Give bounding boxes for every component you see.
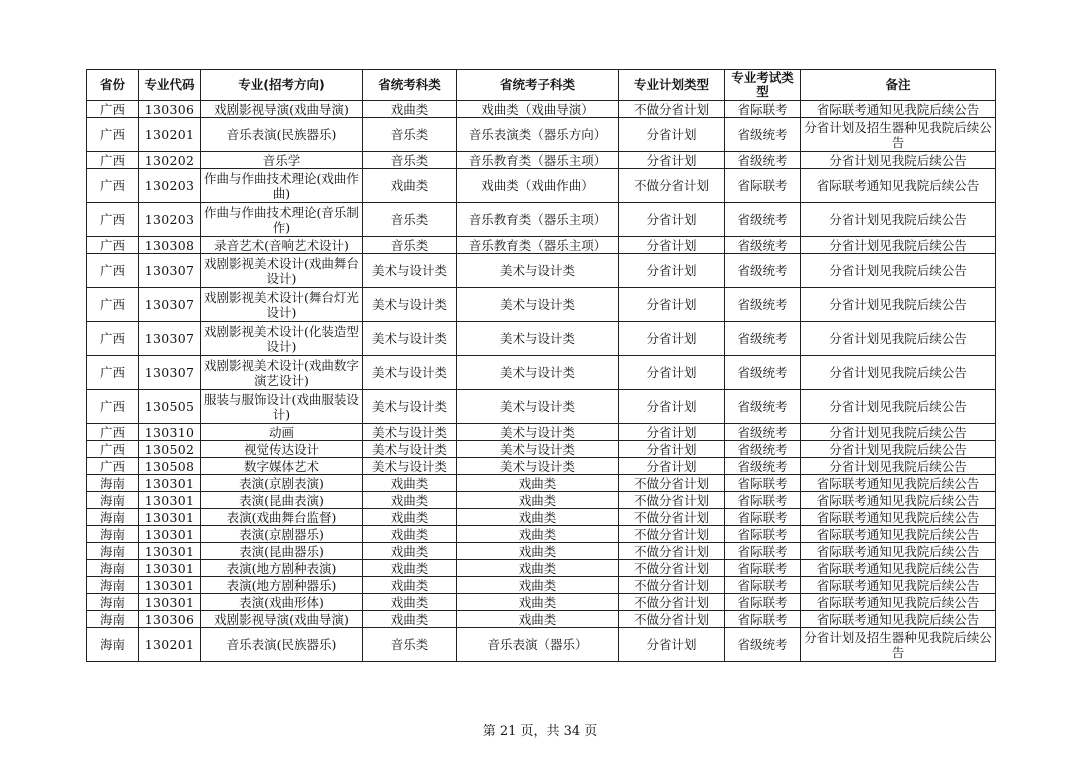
cell-remarks: 分省计划见我院后续公告 — [801, 458, 996, 475]
cell-plan-type: 不做分省计划 — [619, 492, 725, 509]
table-row — [87, 322, 996, 356]
cell-plan-type: 不做分省计划 — [619, 509, 725, 526]
cell-major: 表演(地方剧种器乐) — [201, 577, 363, 594]
cell-major-code: 130307 — [139, 356, 201, 390]
cell-major-code: 130203 — [139, 203, 201, 237]
cell-exam-type: 省级统考 — [725, 118, 801, 152]
cell-exam-type: 省际联考 — [725, 492, 801, 509]
cell-province: 广西 — [87, 118, 139, 152]
cell-province: 广西 — [87, 237, 139, 254]
cell-major: 表演(戏曲形体) — [201, 594, 363, 611]
cell-exam-type: 省级统考 — [725, 254, 801, 288]
cell-exam-subcategory: 音乐表演（器乐） — [457, 628, 619, 662]
cell-plan-type: 不做分省计划 — [619, 101, 725, 118]
cell-exam-subcategory: 戏曲类 — [457, 594, 619, 611]
cell-remarks: 省际联考通知见我院后续公告 — [801, 611, 996, 628]
cell-major-code: 130307 — [139, 288, 201, 322]
cell-exam-category: 戏曲类 — [363, 492, 457, 509]
cell-exam-category: 音乐类 — [363, 203, 457, 237]
cell-remarks: 分省计划见我院后续公告 — [801, 237, 996, 254]
cell-major-code: 130301 — [139, 526, 201, 543]
cell-major-code: 130307 — [139, 322, 201, 356]
cell-exam-subcategory: 美术与设计类 — [457, 356, 619, 390]
cell-plan-type: 分省计划 — [619, 237, 725, 254]
table-row — [87, 492, 996, 509]
cell-province: 广西 — [87, 441, 139, 458]
cell-exam-category: 戏曲类 — [363, 577, 457, 594]
header-major-code: 专业代码 — [139, 70, 201, 101]
cell-major: 表演(京剧器乐) — [201, 526, 363, 543]
cell-major: 音乐表演(民族器乐) — [201, 628, 363, 662]
cell-province: 海南 — [87, 492, 139, 509]
cell-major-code: 130301 — [139, 509, 201, 526]
cell-remarks: 分省计划见我院后续公告 — [801, 254, 996, 288]
cell-province: 广西 — [87, 458, 139, 475]
cell-major-code: 130301 — [139, 475, 201, 492]
cell-plan-type: 不做分省计划 — [619, 543, 725, 560]
cell-province: 海南 — [87, 560, 139, 577]
cell-exam-type: 省际联考 — [725, 611, 801, 628]
cell-remarks: 省际联考通知见我院后续公告 — [801, 475, 996, 492]
cell-province: 海南 — [87, 611, 139, 628]
cell-exam-subcategory: 戏曲类 — [457, 577, 619, 594]
table-row — [87, 152, 996, 169]
cell-exam-category: 戏曲类 — [363, 169, 457, 203]
cell-major-code: 130301 — [139, 594, 201, 611]
cell-major-code: 130508 — [139, 458, 201, 475]
cell-province: 广西 — [87, 288, 139, 322]
cell-exam-type: 省级统考 — [725, 237, 801, 254]
table-row — [87, 118, 996, 152]
cell-major: 戏剧影视美术设计(舞台灯光设计) — [201, 288, 363, 322]
header-exam-type: 专业考试类型 — [725, 70, 801, 101]
cell-exam-category: 美术与设计类 — [363, 441, 457, 458]
cell-plan-type: 不做分省计划 — [619, 560, 725, 577]
cell-exam-type: 省级统考 — [725, 424, 801, 441]
cell-exam-type: 省级统考 — [725, 441, 801, 458]
cell-exam-type: 省级统考 — [725, 152, 801, 169]
cell-major-code: 130308 — [139, 237, 201, 254]
admissions-table — [86, 69, 996, 662]
table-row — [87, 203, 996, 237]
cell-major: 表演(昆曲器乐) — [201, 543, 363, 560]
page-footer: 第 21 页，共 34 页 — [482, 724, 598, 739]
cell-exam-type: 省级统考 — [725, 628, 801, 662]
cell-province: 广西 — [87, 152, 139, 169]
cell-major: 表演(昆曲表演) — [201, 492, 363, 509]
cell-province: 海南 — [87, 628, 139, 662]
cell-exam-subcategory: 美术与设计类 — [457, 441, 619, 458]
table-row — [87, 560, 996, 577]
cell-exam-category: 音乐类 — [363, 237, 457, 254]
cell-major-code: 130505 — [139, 390, 201, 424]
cell-major-code: 130301 — [139, 577, 201, 594]
cell-plan-type: 不做分省计划 — [619, 475, 725, 492]
cell-major: 戏剧影视美术设计(戏曲数字演艺设计) — [201, 356, 363, 390]
cell-exam-subcategory: 戏曲类（戏曲作曲） — [457, 169, 619, 203]
cell-exam-category: 音乐类 — [363, 118, 457, 152]
cell-province: 广西 — [87, 390, 139, 424]
cell-plan-type: 分省计划 — [619, 458, 725, 475]
cell-major: 动画 — [201, 424, 363, 441]
table-row — [87, 509, 996, 526]
cell-plan-type: 不做分省计划 — [619, 594, 725, 611]
cell-exam-subcategory: 戏曲类 — [457, 543, 619, 560]
cell-major: 戏剧影视美术设计(化装造型设计) — [201, 322, 363, 356]
cell-exam-category: 戏曲类 — [363, 543, 457, 560]
cell-major-code: 130202 — [139, 152, 201, 169]
cell-major-code: 130203 — [139, 169, 201, 203]
cell-plan-type: 不做分省计划 — [619, 169, 725, 203]
cell-major: 数字媒体艺术 — [201, 458, 363, 475]
table-row — [87, 390, 996, 424]
cell-plan-type: 不做分省计划 — [619, 611, 725, 628]
cell-exam-type: 省际联考 — [725, 543, 801, 560]
cell-major-code: 130307 — [139, 254, 201, 288]
cell-plan-type: 分省计划 — [619, 288, 725, 322]
cell-major-code: 130502 — [139, 441, 201, 458]
cell-exam-subcategory: 戏曲类（戏曲导演） — [457, 101, 619, 118]
cell-plan-type: 分省计划 — [619, 356, 725, 390]
table-row — [87, 441, 996, 458]
cell-major: 戏剧影视导演(戏曲导演) — [201, 611, 363, 628]
cell-major: 表演(戏曲舞台监督) — [201, 509, 363, 526]
cell-plan-type: 分省计划 — [619, 424, 725, 441]
cell-province: 海南 — [87, 526, 139, 543]
table-row — [87, 356, 996, 390]
table-row — [87, 628, 996, 662]
table-row — [87, 101, 996, 118]
header-remarks: 备注 — [801, 70, 996, 101]
cell-exam-subcategory: 音乐教育类（器乐主项） — [457, 203, 619, 237]
cell-exam-category: 戏曲类 — [363, 560, 457, 577]
cell-exam-category: 美术与设计类 — [363, 458, 457, 475]
cell-remarks: 分省计划见我院后续公告 — [801, 441, 996, 458]
cell-exam-category: 戏曲类 — [363, 611, 457, 628]
cell-exam-category: 戏曲类 — [363, 594, 457, 611]
cell-province: 广西 — [87, 169, 139, 203]
header-exam-subcategory: 省统考子科类 — [457, 70, 619, 101]
cell-remarks: 省际联考通知见我院后续公告 — [801, 169, 996, 203]
cell-exam-category: 美术与设计类 — [363, 424, 457, 441]
cell-major-code: 130306 — [139, 101, 201, 118]
header-province: 省份 — [87, 70, 139, 101]
cell-exam-category: 美术与设计类 — [363, 254, 457, 288]
cell-exam-category: 戏曲类 — [363, 509, 457, 526]
cell-major-code: 130301 — [139, 492, 201, 509]
cell-remarks: 省际联考通知见我院后续公告 — [801, 543, 996, 560]
cell-major: 作曲与作曲技术理论(戏曲作曲) — [201, 169, 363, 203]
cell-exam-subcategory: 戏曲类 — [457, 560, 619, 577]
cell-exam-category: 音乐类 — [363, 152, 457, 169]
table-row — [87, 611, 996, 628]
cell-province: 广西 — [87, 101, 139, 118]
cell-exam-category: 美术与设计类 — [363, 322, 457, 356]
table-row — [87, 526, 996, 543]
table-header-row — [87, 70, 996, 101]
table-row — [87, 288, 996, 322]
cell-remarks: 分省计划见我院后续公告 — [801, 322, 996, 356]
cell-province: 海南 — [87, 577, 139, 594]
cell-exam-subcategory: 美术与设计类 — [457, 424, 619, 441]
cell-major-code: 130201 — [139, 118, 201, 152]
cell-exam-type: 省际联考 — [725, 526, 801, 543]
cell-exam-type: 省级统考 — [725, 203, 801, 237]
cell-remarks: 分省计划及招生器种见我院后续公告 — [801, 118, 996, 152]
cell-plan-type: 分省计划 — [619, 118, 725, 152]
cell-plan-type: 分省计划 — [619, 390, 725, 424]
header-major: 专业(招考方向) — [201, 70, 363, 101]
cell-exam-subcategory: 戏曲类 — [457, 509, 619, 526]
cell-plan-type: 分省计划 — [619, 441, 725, 458]
cell-exam-subcategory: 音乐教育类（器乐主项） — [457, 152, 619, 169]
cell-exam-category: 戏曲类 — [363, 101, 457, 118]
cell-exam-subcategory: 美术与设计类 — [457, 322, 619, 356]
cell-exam-category: 美术与设计类 — [363, 288, 457, 322]
cell-major: 戏剧影视导演(戏曲导演) — [201, 101, 363, 118]
cell-major-code: 130301 — [139, 560, 201, 577]
cell-exam-type: 省级统考 — [725, 322, 801, 356]
cell-major: 服装与服饰设计(戏曲服装设计) — [201, 390, 363, 424]
cell-province: 海南 — [87, 594, 139, 611]
cell-exam-type: 省际联考 — [725, 560, 801, 577]
cell-plan-type: 不做分省计划 — [619, 526, 725, 543]
cell-exam-category: 戏曲类 — [363, 526, 457, 543]
cell-province: 广西 — [87, 203, 139, 237]
cell-exam-subcategory: 音乐教育类（器乐主项） — [457, 237, 619, 254]
cell-remarks: 分省计划见我院后续公告 — [801, 356, 996, 390]
header-exam-category: 省统考科类 — [363, 70, 457, 101]
cell-major: 音乐表演(民族器乐) — [201, 118, 363, 152]
cell-exam-subcategory: 戏曲类 — [457, 492, 619, 509]
cell-exam-type: 省级统考 — [725, 356, 801, 390]
cell-exam-type: 省际联考 — [725, 594, 801, 611]
table-row — [87, 424, 996, 441]
cell-exam-type: 省际联考 — [725, 509, 801, 526]
cell-plan-type: 分省计划 — [619, 322, 725, 356]
cell-remarks: 省际联考通知见我院后续公告 — [801, 509, 996, 526]
cell-exam-subcategory: 美术与设计类 — [457, 458, 619, 475]
table-row — [87, 543, 996, 560]
cell-province: 广西 — [87, 424, 139, 441]
cell-major: 表演(地方剧种表演) — [201, 560, 363, 577]
cell-remarks: 分省计划见我院后续公告 — [801, 288, 996, 322]
cell-remarks: 分省计划及招生器种见我院后续公告 — [801, 628, 996, 662]
cell-exam-subcategory: 戏曲类 — [457, 475, 619, 492]
cell-province: 广西 — [87, 254, 139, 288]
cell-major: 录音艺术(音响艺术设计) — [201, 237, 363, 254]
cell-major: 视觉传达设计 — [201, 441, 363, 458]
cell-exam-type: 省际联考 — [725, 577, 801, 594]
cell-major-code: 130306 — [139, 611, 201, 628]
table-row — [87, 594, 996, 611]
cell-major: 戏剧影视美术设计(戏曲舞台设计) — [201, 254, 363, 288]
cell-major: 音乐学 — [201, 152, 363, 169]
cell-province: 广西 — [87, 322, 139, 356]
table-row — [87, 237, 996, 254]
cell-remarks: 分省计划见我院后续公告 — [801, 203, 996, 237]
cell-exam-subcategory: 音乐表演类（器乐方向） — [457, 118, 619, 152]
cell-remarks: 省际联考通知见我院后续公告 — [801, 594, 996, 611]
cell-remarks: 分省计划见我院后续公告 — [801, 152, 996, 169]
cell-exam-type: 省级统考 — [725, 390, 801, 424]
cell-plan-type: 分省计划 — [619, 628, 725, 662]
cell-exam-type: 省级统考 — [725, 458, 801, 475]
cell-remarks: 省际联考通知见我院后续公告 — [801, 560, 996, 577]
cell-major: 作曲与作曲技术理论(音乐制作) — [201, 203, 363, 237]
cell-province: 广西 — [87, 356, 139, 390]
table-row — [87, 475, 996, 492]
cell-major: 表演(京剧表演) — [201, 475, 363, 492]
cell-major-code: 130301 — [139, 543, 201, 560]
header-plan-type: 专业计划类型 — [619, 70, 725, 101]
table-row — [87, 254, 996, 288]
table-row — [87, 169, 996, 203]
table-body — [87, 101, 996, 662]
cell-province: 海南 — [87, 475, 139, 492]
table-row — [87, 577, 996, 594]
cell-exam-subcategory: 美术与设计类 — [457, 288, 619, 322]
table-row — [87, 458, 996, 475]
cell-exam-category: 戏曲类 — [363, 475, 457, 492]
cell-remarks: 省际联考通知见我院后续公告 — [801, 101, 996, 118]
cell-exam-subcategory: 戏曲类 — [457, 611, 619, 628]
cell-exam-category: 音乐类 — [363, 628, 457, 662]
cell-plan-type: 分省计划 — [619, 203, 725, 237]
cell-exam-subcategory: 美术与设计类 — [457, 254, 619, 288]
cell-exam-type: 省际联考 — [725, 169, 801, 203]
cell-exam-category: 美术与设计类 — [363, 356, 457, 390]
cell-plan-type: 不做分省计划 — [619, 577, 725, 594]
cell-exam-type: 省际联考 — [725, 475, 801, 492]
cell-remarks: 省际联考通知见我院后续公告 — [801, 526, 996, 543]
cell-exam-type: 省际联考 — [725, 101, 801, 118]
cell-plan-type: 分省计划 — [619, 254, 725, 288]
cell-exam-subcategory: 戏曲类 — [457, 526, 619, 543]
cell-remarks: 省际联考通知见我院后续公告 — [801, 492, 996, 509]
cell-province: 海南 — [87, 509, 139, 526]
cell-remarks: 分省计划见我院后续公告 — [801, 424, 996, 441]
cell-remarks: 分省计划见我院后续公告 — [801, 390, 996, 424]
cell-exam-subcategory: 美术与设计类 — [457, 390, 619, 424]
cell-major-code: 130201 — [139, 628, 201, 662]
cell-major-code: 130310 — [139, 424, 201, 441]
cell-province: 海南 — [87, 543, 139, 560]
cell-exam-type: 省级统考 — [725, 288, 801, 322]
cell-exam-category: 美术与设计类 — [363, 390, 457, 424]
cell-remarks: 省际联考通知见我院后续公告 — [801, 577, 996, 594]
cell-plan-type: 分省计划 — [619, 152, 725, 169]
